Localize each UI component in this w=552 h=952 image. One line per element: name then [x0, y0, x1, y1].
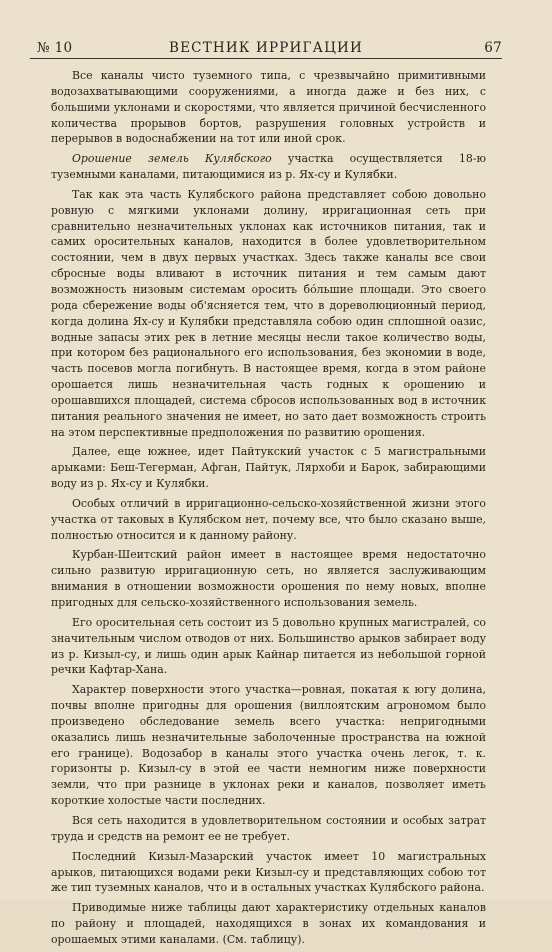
header-rule — [30, 58, 502, 59]
paragraph: Его оросительная сеть состоит из 5 довольно крупных магистралей, со значительным числом отводов от них. Большинство арыков забирает воду из р. Кизыл-су, и лишь один арык Кайнар питается из небольшой горной речки Кафтар-Хана. — [51, 615, 486, 677]
paragraph: Вся сеть находится в удовлетворительном состоянии и особых затрат труда и средств на ремонт ее не требует. — [51, 813, 486, 843]
paragraph: Орошение земель Кулябского участка осуществляется 18-ю туземными каналами, питающимися из р. Ях-су и Кулябки. — [51, 152, 486, 182]
article-body — [51, 68, 486, 952]
paragraph: Особых отличий в ирригационно-сельско-хозяйственной жизни этого участка от таковых в Кулябском нет, почему все, что было сказано выше, полностью относится и к данному району. — [51, 496, 486, 542]
issue-number: № 10 — [37, 40, 73, 56]
paragraph: Все каналы чисто туземного типа, с чрезвычайно примитивными водозахватывающими сооружениями, а иногда даже и без них, с большими уклонами и скоростями, что является причиной бесчисленного количества прорывов бортов, разрушения головных устройств и перерывов в водоснабжении на тот или иной срок. — [51, 69, 486, 146]
paragraph: Характер поверхности этого участка—ровная, покатая к югу долина, почвы вполне пригодны для орошения (виллоятским агрономом было произведено обследование земель всего участка: непригодными оказались лишь незначительные заболоченные пространства на южной его границе). Водозабор в каналы этого участка очень легок, т. к. горизонты р. Кизыл-су в этой ее части немногим ниже поверхности земли, что при разнице в уклонах реки и каналов, позволяет иметь короткие холостые части последних. — [51, 683, 486, 808]
page-header — [30, 34, 502, 58]
paragraph: Далее, еще южнее, идет Пайтукский участок с 5 магистральными арыками: Беш-Тегерман, Афган, Пайтук, Ляpхоби и Барок, забирающими воду из р. Ях-су и Кулябки. — [51, 445, 486, 491]
paragraph: Приводимые ниже таблицы дают характеристику отдельных каналов по району и площадей, находящихся в зонах их командования и орошаемых этими каналами. (См. таблицу). — [51, 901, 486, 946]
italic-lead: Орошение земель Кулябского — [72, 152, 272, 166]
journal-title: ВЕСТНИК ИРРИГАЦИИ — [169, 40, 363, 56]
paragraph: Последний Кизыл-Мазарский участок имеет 10 магистральных арыков, питающихся водами реки Кизыл-су и представляющих собою тот же тип туземных каналов, что и в остальных участках Кулябского района. — [51, 849, 486, 895]
page-number: 67 — [484, 40, 502, 56]
paragraph: Курбан-Шеитский район имеет в настоящее время недостаточно сильно развитую ирригационную сеть, но является заслуживающим внимания в отношении возможности орошения по нему новых, вполне пригодных для сельско-хозяйственного использования земель. — [51, 548, 486, 609]
paragraph: Так как эта часть Кулябского района представляет собою довольно ровную с мягкими уклонами долину, ирригационная сеть при сравнительно незначительных уклонах как источников питания, так и самих оросительных каналов, находится в более удовлетворительном состоянии, чем в двух первых участках. Здесь также каналы все свои сбросные воды вливают в источник питания и тем самым дают возможность низовым системам оросить бо́льшие площади. Это своего рода сбережение воды об'ясняется тем, что в дореволюционный период, когда долина Ях-су и Кулябки представляла собою один сплошной оазис, водные запасы этих рек в летние месяцы несли такое количество воды, при котором без рационального его использования, без экономии в воде, часть посевов могла погибнуть. В настоящее время, когда в этом районе орошается лишь незначительная часть годных к орошению и орошавшихся площадей, система сбросов использованных вод в источник питания реального значения не имеет, но зато дает возможность строить на этом перспективные предположения по развитию орошения. — [51, 187, 486, 439]
